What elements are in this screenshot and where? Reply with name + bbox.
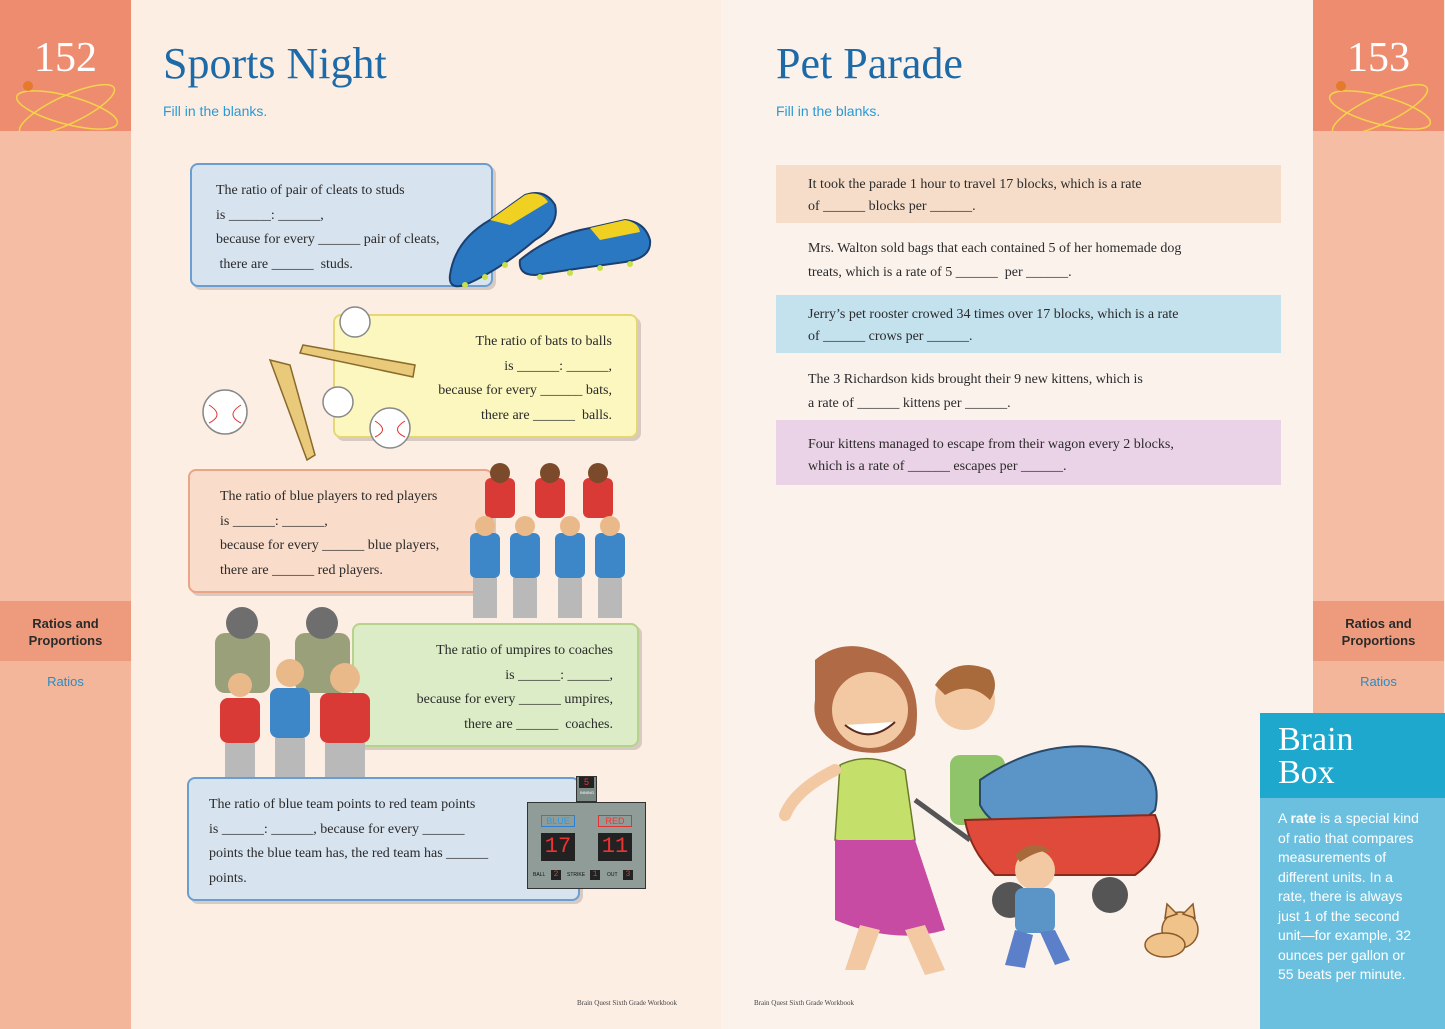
rate-question-1: It took the parade 1 hour to travel 17 blocks, which is a rate of ______ blocks per ______.	[776, 165, 1281, 223]
brain-box-text: A rate is a special kind of ratio that compares measurements of different units. In a rate, there is always just 1 of the second unit—for example, 32 ounces per gallon or 55 beats per minute.	[1278, 810, 1419, 982]
page-title: Sports Night	[163, 39, 387, 88]
players-ratio-card: The ratio of blue players to red players is ______: ______, because for every ______ blue players, there are ______ red players.	[188, 469, 493, 593]
brain-box-title: Brain Box	[1278, 721, 1354, 791]
subsection-label: Ratios	[47, 674, 84, 689]
section-title: Ratios and Proportions	[0, 601, 131, 661]
subsection-label: Ratios	[1360, 674, 1397, 689]
red-label: RED	[598, 815, 632, 827]
page-title: Pet Parade	[776, 39, 963, 88]
scoreboard: 5 INNING BLUE RED 17 11 BALL 2 STRIKE 1 OUT 3	[527, 776, 646, 889]
umpires-ratio-card: The ratio of umpires to coaches is ______: ______, because for every ______ umpires, there are ______ coaches.	[352, 623, 639, 747]
pet-parade-illustration	[775, 640, 1245, 985]
bats-ratio-card: The ratio of bats to balls is ______: ______, because for every ______ bats, there are ______ balls.	[333, 314, 638, 438]
page-number: 153	[1347, 35, 1410, 81]
left-footer: Brain Quest Sixth Grade Workbook	[577, 999, 678, 1007]
cleats-ratio-card: The ratio of pair of cleats to studs is ______: ______, because for every ______ pair of cleats, there are ______ studs.	[190, 163, 493, 287]
team-points-ratio-card: The ratio of blue team points to red team points is ______: ______, because for every ______ points the blue team has, the red team has ______ points.	[187, 777, 580, 901]
brain-box	[1260, 713, 1445, 1029]
bats-and-balls-illustration	[195, 305, 425, 475]
blue-label: BLUE	[541, 815, 575, 827]
rate-question-2: Mrs. Walton sold bags that each contained 5 of her homemade dog treats, which is a rate of 5 ______ per ______.	[808, 241, 1182, 280]
red-score: 11	[598, 833, 632, 861]
instruction: Fill in the blanks.	[776, 103, 881, 119]
left-side-tab	[0, 0, 131, 1029]
page-number: 152	[34, 35, 97, 81]
rate-question-5: Four kittens managed to escape from their wagon every 2 blocks, which is a rate of ______ escapes per ______.	[776, 420, 1281, 485]
rate-question-3: Jerry’s pet rooster crowed 34 times over 17 blocks, which is a rate of ______ crows per ______.	[776, 295, 1281, 353]
right-footer: Brain Quest Sixth Grade Workbook	[754, 999, 855, 1007]
baseball-players-illustration	[465, 458, 640, 628]
rate-question-4: The 3 Richardson kids brought their 9 new kittens, which is a rate of ______ kittens per ______.	[808, 372, 1143, 411]
cleats-illustration	[440, 180, 660, 295]
umpires-and-coaches-illustration	[210, 603, 385, 783]
blue-score: 17	[541, 833, 575, 861]
section-title: Ratios and Proportions	[1313, 601, 1444, 661]
instruction: Fill in the blanks.	[163, 103, 268, 119]
